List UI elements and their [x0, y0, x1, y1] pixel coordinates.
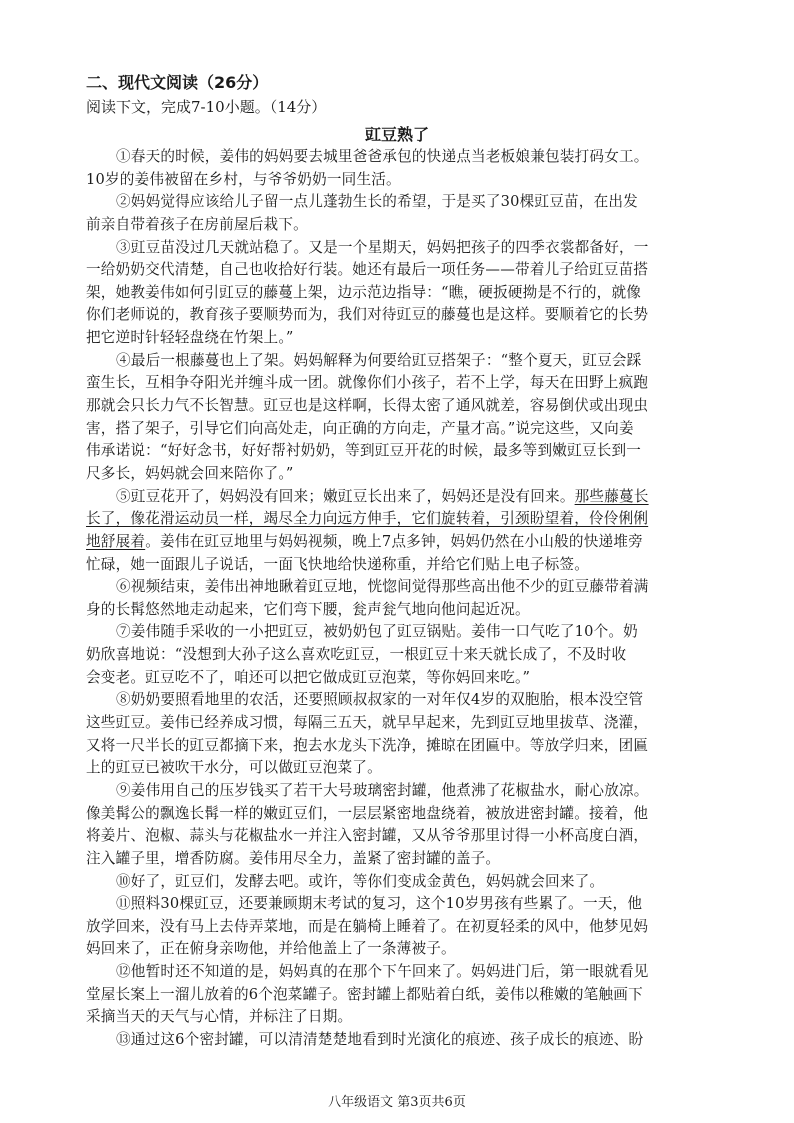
line-text: 害，搭了架子，引导它们向高处走，向正确的方向走，产量才高。”说完这些，又向姜: [86, 419, 634, 437]
text-line: [86, 893, 726, 916]
line-text: ⑧奶奶要照看地里的农活，还要照顾叔叔家的一对年仅4岁的双胞胎，根本没空管: [116, 691, 644, 709]
article-title: 豇豆熟了: [364, 125, 429, 144]
text-line: [86, 327, 726, 350]
text-line: [86, 984, 726, 1007]
underlined-text: 地舒展着: [86, 532, 146, 550]
underlined-text: 长了，像花滑运动员一样，竭尽全力向远方伸手，它们旋转着，引颈盼望着，伶伶俐俐: [86, 510, 649, 528]
line-text: 像美髯公的飘逸长髯一样的嫩豇豆们，一层层紧密地盘绕着，被放进密封罐。接着，他: [86, 804, 649, 822]
line-text: ⑪照料30棵豇豆，还要兼顾期末考试的复习，这个10岁男孩有些累了。一天，他: [116, 895, 643, 913]
line-text: 。姜伟在豇豆地里与妈妈视频，晚上7点多钟，妈妈仍然在小山般的快递堆旁: [145, 532, 643, 550]
text-line: [86, 191, 726, 214]
instruction-text: 阅读下文，完成7-10小题。（14分）: [86, 98, 327, 116]
text-line: [86, 531, 726, 554]
text-line: [86, 554, 726, 577]
text-line: [86, 848, 726, 871]
line-text: 将姜片、泡椒、蒜头与花椒盐水一并注入密封罐，又从爷爷那里讨得一小杯高度白酒，: [86, 827, 649, 845]
text-line: [86, 712, 726, 735]
line-text: 把它逆时针轻轻盘绕在竹架上。”: [86, 329, 294, 347]
article-body: [86, 146, 726, 1052]
line-text: ⑩好了，豇豆们，发酵去吧。或许，等你们变成金黄色，妈妈就会回来了。: [116, 872, 605, 890]
line-text: ①春天的时候，姜伟的妈妈要去城里爸爸承包的快递点当老板娘兼包装打码女工。: [116, 148, 649, 165]
line-text: 10岁的姜伟被留在乡村，与爷爷奶奶一同生活。: [86, 170, 401, 188]
line-text: 采摘当天的天气与心情，并标注了日期。: [86, 1008, 353, 1026]
line-text: ⑫他暂时还不知道的是，妈妈真的在那个下午回来了。妈妈进门后，第一眼就看见: [116, 963, 649, 981]
text-line: [86, 644, 726, 667]
line-text: 会变老。豇豆吃不了，咱还可以把它做成豇豆泡菜，等你妈回来吃。”: [86, 668, 531, 686]
page-footer: 八年级语文 第3页共6页: [328, 1095, 466, 1110]
section-heading: 二、现代文阅读（26分）: [86, 73, 269, 92]
text-line: [86, 689, 726, 712]
line-text: 妈回来了，正在俯身亲吻他，并给他盖上了一条薄被子。: [86, 940, 456, 958]
text-line: [86, 916, 726, 939]
text-line: [86, 1029, 726, 1052]
line-text: 上的豇豆已被吹干水分，可以做豇豆泡菜了。: [86, 759, 382, 777]
line-text: 又将一尺半长的豇豆都摘下来，抱去水龙头下洗净，摊晾在团匾中。等放学归来，团匾: [86, 736, 649, 754]
text-line: [86, 372, 726, 395]
text-line: [86, 871, 726, 894]
text-line: [86, 214, 726, 237]
line-text: 奶欣喜地说：“没想到大孙子这么喜欢吃豇豆，一根豇豆十来天就长成了，不及时收: [86, 646, 627, 664]
line-text: 注入罐子里，增香防腐。姜伟用尽全力，盖紧了密封罐的盖子。: [86, 849, 501, 867]
line-text: 放学回来，没有马上去侍弄菜地，而是在躺椅上睡着了。在初夏轻柔的风中，他梦见妈: [86, 917, 649, 935]
line-text: 一给奶奶交代清楚，自己也收拾好行装。她还有最后一项任务——带着儿子给豇豆苗搭: [86, 261, 649, 279]
text-line: [86, 961, 726, 984]
line-text: 忙碌，她一面跟儿子说话，一面飞快地给快递称重，并给它们贴上电子标签。: [86, 555, 589, 573]
text-line: [86, 599, 726, 622]
line-text: ⑤豇豆花开了，妈妈没有回来；嫩豇豆长出来了，妈妈还是没有回来。: [116, 487, 575, 505]
line-text: 这些豇豆。姜伟已经养成习惯，每隔三五天，就早早起来，先到豇豆地里拔草、浇灌，: [86, 714, 649, 732]
text-line: [86, 803, 726, 826]
line-text: ⑦姜伟随手采收的一小把豇豆，被奶奶包了豇豆锅贴。姜伟一口气吃了10个。奶: [116, 623, 638, 641]
text-line: [86, 780, 726, 803]
line-text: 堂屋长案上一溜儿放着的6个泡菜罐子。密封罐上都贴着白纸，姜伟以稚嫩的笔触画下: [86, 985, 643, 1003]
text-line: [86, 621, 726, 644]
text-line: [86, 395, 726, 418]
line-text: ⑬通过这6个密封罐，可以清清楚楚地看到时光演化的痕迹、孩子成长的痕迹、盼: [116, 1030, 644, 1048]
line-text: 那就会只长力气不长智慧。豇豆也是这样啊，长得太密了通风就差，容易倒伏或出现虫: [86, 397, 649, 415]
text-line: [86, 350, 726, 373]
line-text: 架，她教姜伟如何引豇豆的藤蔓上架，边示范边指导：“瞧，硬扳硬拗是不行的，就像: [86, 283, 642, 301]
text-line: [86, 418, 726, 441]
text-line: [86, 169, 726, 192]
line-text: ②妈妈觉得应该给儿子留一点儿蓬勃生长的希望，于是买了30棵豇豆苗，在出发: [116, 193, 638, 211]
text-line: [86, 757, 726, 780]
line-text: ④最后一根藤蔓也上了架。妈妈解释为何要给豇豆搭架子：“整个夏天，豇豆会踩: [116, 351, 642, 369]
line-text: 身的长髯悠然地走动起来，它们弯下腰，瓮声瓮气地向他问起近况。: [86, 600, 530, 618]
text-line: [86, 259, 726, 282]
line-text: 伟承诺说：“好好念书，好好帮衬奶奶，等到豇豆开花的时候，最多等到嫩豇豆长到一: [86, 442, 642, 460]
line-text: ⑨姜伟用自己的压岁钱买了若干大号玻璃密封罐，他煮沸了花椒盐水，耐心放凉。: [116, 781, 649, 799]
line-text: 尺多长，妈妈就会回来陪你了。”: [86, 464, 294, 482]
text-line: [86, 282, 726, 305]
line-text: 你们老师说的，教育孩子要顺势而为，我们对待豇豆的藤蔓也是这样。要顺着它的长势: [86, 306, 649, 324]
line-text: ⑥视频结束，姜伟出神地瞅着豇豆地，恍惚间觉得那些高出他不少的豇豆藤带着满: [116, 578, 649, 596]
line-text: 前亲自带着孩子在房前屋后栽下。: [86, 215, 308, 233]
underlined-text: 那些藤蔓长: [574, 487, 649, 505]
text-line: [86, 1006, 726, 1029]
text-line: [86, 825, 726, 848]
text-line: [86, 667, 726, 690]
text-line: [86, 440, 726, 463]
line-text: ③豇豆苗没过几天就站稳了。又是一个星期天，妈妈把孩子的四季衣裳都备好，一: [116, 238, 649, 256]
line-text: 蛮生长，互相争夺阳光并缠斗成一团。就像你们小孩子，若不上学，每天在田野上疯跑: [86, 374, 649, 392]
text-line: [86, 304, 726, 327]
text-line: [86, 508, 726, 531]
text-line: [86, 146, 726, 169]
text-line: [86, 463, 726, 486]
text-line: [86, 735, 726, 758]
text-line: [86, 237, 726, 260]
text-line: [86, 486, 726, 509]
text-line: [86, 576, 726, 599]
text-line: [86, 938, 726, 961]
